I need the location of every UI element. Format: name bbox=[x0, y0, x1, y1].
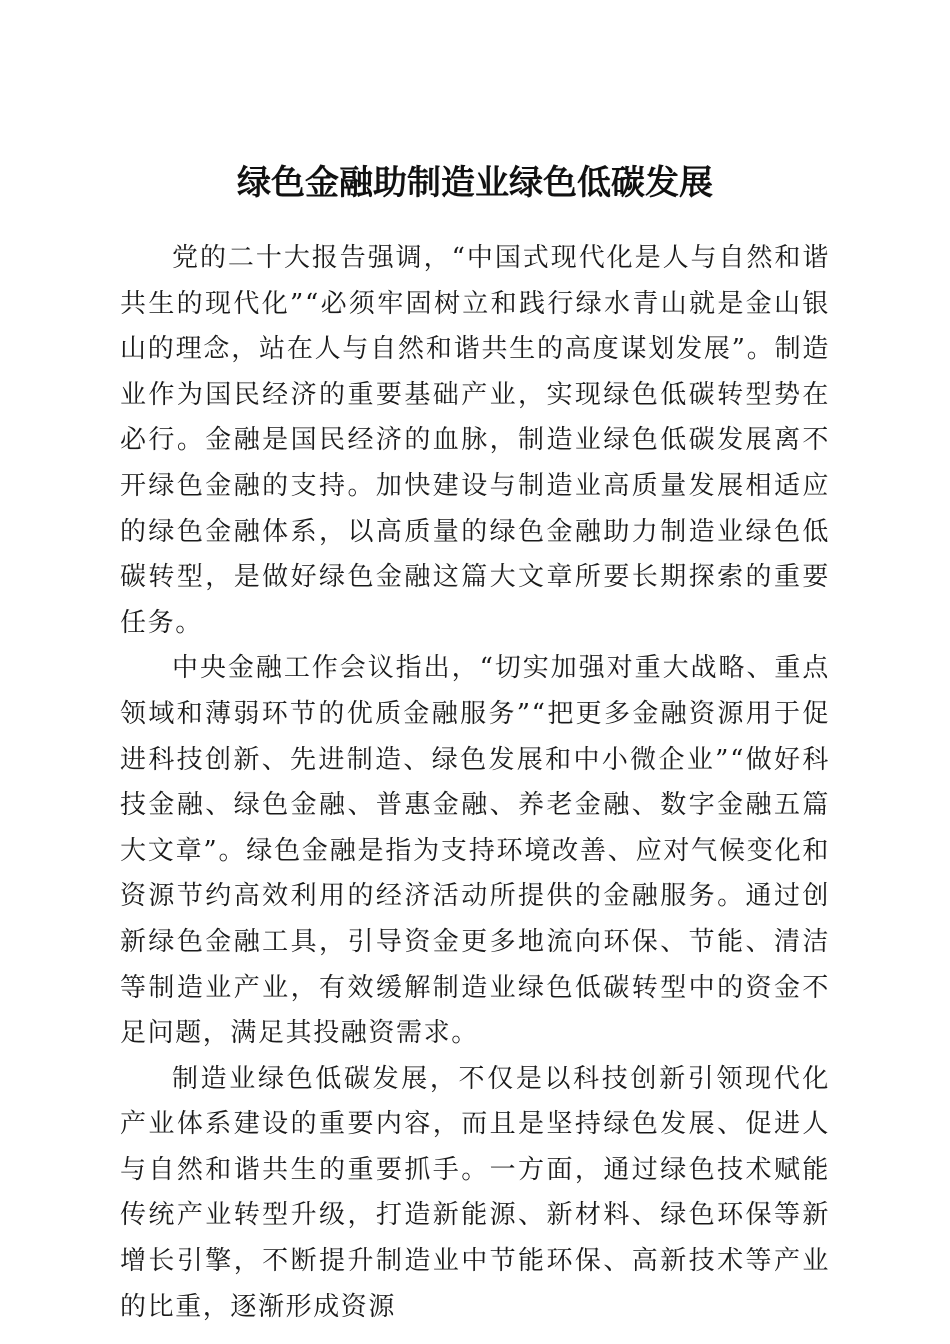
paragraph-3: 制造业绿色低碳发展，不仅是以科技创新引领现代化产业体系建设的重要内容，而且是坚持绿色发展、促进人与自然和谐共生的重要抓手。一方面，通过绿色技术赋能传统产业转型升级，打造新能源、新材料、绿色环保等新增长引擎，不断提升制造业中节能环保、高新技术等产业的比重，逐渐形成资源 bbox=[120, 1063, 830, 1322]
paragraph-1: 党的二十大报告强调，“中国式现代化是人与自然和谐共生的现代化”“必须牢固树立和践行绿水青山就是金山银山的理念，站在人与自然和谐共生的高度谋划发展”。制造业作为国民经济的重要基础产业，实现绿色低碳转型势在必行。金融是国民经济的血脉，制造业绿色低碳发展离不开绿色金融的支持。加快建设与制造业高质量发展相适应的绿色金融体系，以高质量的绿色金融助力制造业绿色低碳转型，是做好绿色金融这篇大文章所要长期探索的重要任务。 bbox=[120, 243, 830, 638]
document-body bbox=[120, 236, 830, 1330]
document-title: 绿色金融助制造业绿色低碳发展 bbox=[237, 162, 713, 203]
paragraph-2: 中央金融工作会议指出，“切实加强对重大战略、重点领域和薄弱环节的优质金融服务”“把更多金融资源用于促进科技创新、先进制造、绿色发展和中小微企业”“做好科技金融、绿色金融、普惠金融、养老金融、数字金融五篇大文章”。绿色金融是指为支持环境改善、应对气候变化和资源节约高效利用的经济活动所提供的金融服务。通过创新绿色金融工具，引导资金更多地流向环保、节能、清洁等制造业产业，有效缓解制造业绿色低碳转型中的资金不足问题，满足其投融资需求。 bbox=[120, 653, 830, 1049]
